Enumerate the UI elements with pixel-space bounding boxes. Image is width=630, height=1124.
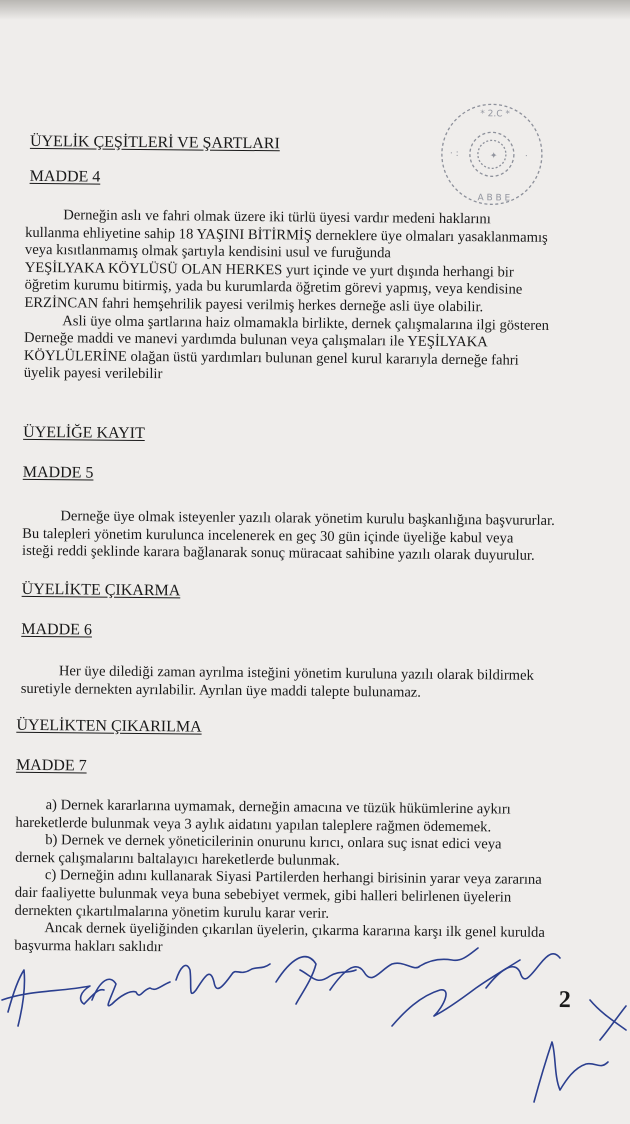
page-number: 2: [558, 987, 571, 1014]
article-4-line: ERZİNCAN fahri hemşehrilik payesi verilmiş herkes derneğe asli üye olabilir.: [24, 294, 484, 316]
article-6-body: [21, 663, 591, 704]
article-4-line: KÖYLÜLERİNE olağan üstü yardımları bulunan genel kurul kararıyla derneğe fahri: [23, 347, 519, 369]
svg-text:✦: ✦: [489, 151, 498, 162]
signature-1: [2, 970, 104, 1026]
article-7-line: c) Derneğin adını kullanarak Siyasi Partilerden herhangi birisinin yarar veya zararına: [44, 867, 542, 889]
article-4-line: öğretim kurumu bitirmiş, yada bu kurumlarda öğretim görevi yapmış, veya kendisine: [24, 277, 523, 299]
article-7-line: b) Dernek ve dernek yöneticilerinin onurunu kırıcı, onlara suç isnat edici veya: [45, 832, 502, 853]
article-6-label: MADDE 6: [21, 620, 93, 639]
article-4-line: Asli üye olma şartlarına haiz olmamakla birlikte, dernek çalışmalarına ilgi gösteren: [62, 312, 550, 334]
article-7-line: dernek çalışmalarını baltalayıcı hareketlerde bulunmak.: [15, 849, 340, 869]
article-7-line: a) Dernek kararlarına uymamak, derneğin amacına ve tüzük hükümlerine aykırı: [45, 797, 511, 818]
signature-7: [486, 954, 560, 988]
signature-9: [590, 1000, 626, 1040]
svg-text:· :: · :: [449, 148, 459, 160]
section-title-registration: ÜYELİĞE KAYIT: [23, 423, 145, 443]
article-4-line: veya kısıtlanmamış olmak şartıyla kendisini usul ve furuğunda: [24, 242, 392, 262]
article-5-label: MADDE 5: [22, 463, 94, 482]
article-4-line: kullanma ehliyetine sahip 18 YAŞINI BİTİRMİŞ derneklere üye olmaları yasaklanmamış: [25, 224, 548, 246]
svg-text:* 2.C *: * 2.C *: [480, 109, 510, 120]
article-6-line: suretiyle dernekten ayrılabilir. Ayrılan üye maddi talepte bulunamaz.: [20, 680, 422, 701]
svg-text:A B B E: A B B E: [477, 193, 511, 204]
signature-5: [330, 948, 478, 990]
signature-8: [534, 1042, 608, 1102]
article-4-line: Derneğe maddi ve manevi yardımda bulunan veya çalışmaları ile YEŞİLYAKA: [24, 330, 488, 351]
article-6-line: Her üye dilediği zaman ayrılma isteğini yönetim kuruluna yazılı olarak bildirmek: [58, 663, 534, 684]
signature-6: [392, 960, 520, 1026]
article-5-line: isteği reddi şeklinde karara bağlanarak sonuç müracaat sahibine yazılı olarak duyurulur.: [21, 543, 535, 564]
article-5-line: Derneğe üye olmak isteyenler yazılı olarak yönetim kurulu başkanlığına başvururlar.: [60, 508, 555, 529]
section-title-leaving: ÜYELİKTE ÇIKARMA: [21, 580, 181, 600]
svg-text:·: ·: [524, 151, 528, 162]
article-4-line: Derneğin aslı ve fahri olmak üzere iki türlü üyesi vardır medeni haklarını: [63, 207, 491, 228]
article-4-line: YEŞİLYAKA KÖYLÜSÜ OLAN HERKES yurt içinde ve yurt dışında herhangi bir: [24, 259, 514, 281]
section-title-expulsion: ÜYELİKTEN ÇIKARILMA: [16, 716, 202, 736]
article-5-body: [22, 508, 592, 566]
article-5-line: Bu talepleri yönetim kurulunca incelenerek en geç 30 gün içinde üyeliğe kabul veya: [22, 525, 514, 547]
signatures: [0, 930, 630, 1118]
signature-3: [176, 964, 270, 993]
article-7-line: dair faaliyette bulunmak veya buna sebebiyet vermek, gibi halleri belirlenen üyelerin: [14, 884, 512, 906]
article-7-line: hareketlerde bulunmak veya 3 aylık aidatını yapılan taleplere rağmen ödememek.: [15, 814, 492, 835]
article-4-body: [24, 207, 596, 388]
article-4-label: MADDE 4: [29, 167, 101, 186]
stamp-seal: [429, 96, 550, 217]
article-7-line: başvurma hakları saklıdır: [14, 937, 163, 955]
article-7-line: dernekten çıkartılmalarına yönetim kurulu karar verir.: [14, 902, 330, 922]
article-4-line: üyelik payesi verilebilir: [23, 365, 163, 383]
section-title-membership-types: ÜYELİK ÇEŞİTLERİ VE ŞARTLARI: [29, 132, 280, 153]
signature-2: [92, 979, 170, 1006]
article-7-label: MADDE 7: [15, 756, 87, 775]
article-7-line: Ancak dernek üyeliğinden çıkarılan üyelerin, çıkarma kararına karşı ilk genel kurulda: [44, 920, 545, 942]
signature-4: [276, 957, 356, 1004]
